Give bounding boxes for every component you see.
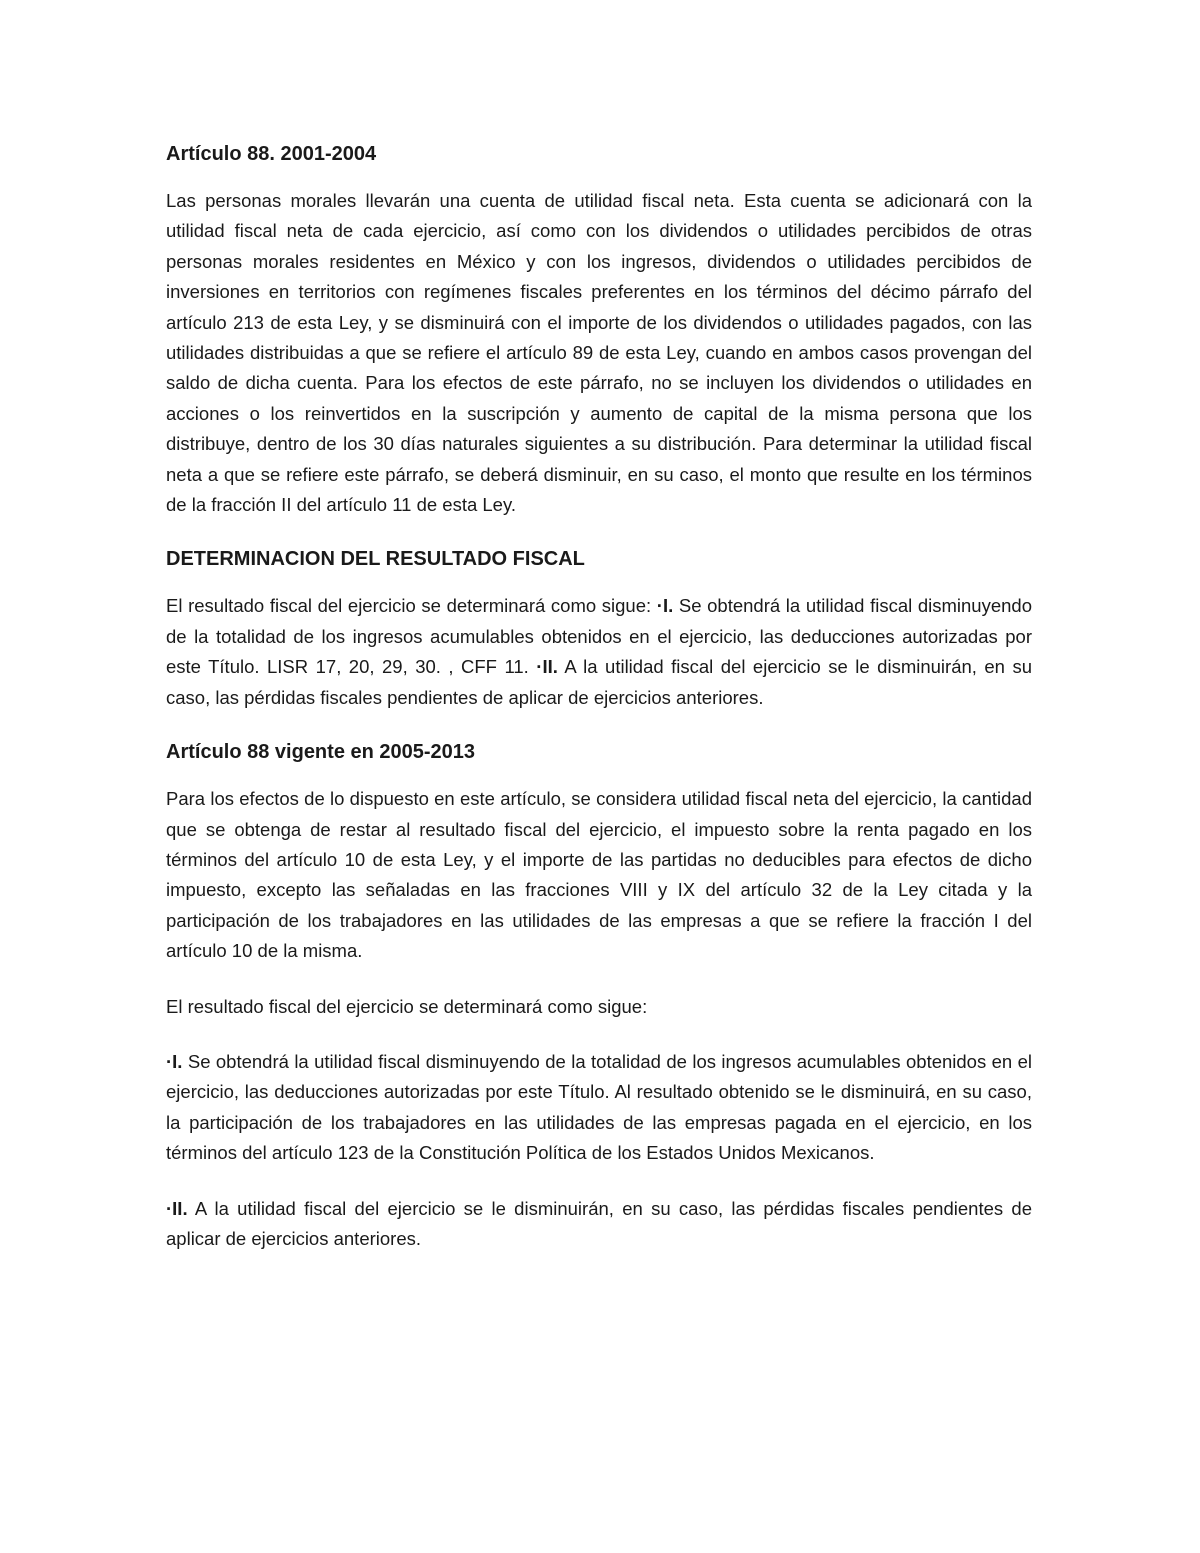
document-page <box>166 140 1032 1254</box>
fraction-marker-ii: ·II. <box>536 656 558 678</box>
paragraph-text: Se obtendrá la utilidad fiscal disminuyendo de la totalidad de los ingresos acumulables obtenidos en el ejercicio, las deducciones autorizadas por este Título. Al resultado obtenido se le disminuirá, en su caso, la participación de los trabajadores en las utilidades de las empresas pagada en el ejercicio, en los términos del artículo 123 de la Constitución Política de los Estados Unidos Mexicanos. <box>166 1050 1032 1164</box>
paragraph-text: A la utilidad fiscal del ejercicio se le disminuirán, en su caso, las pérdidas fiscales pendientes de aplicar de ejercicios anteriores. <box>166 656 1032 708</box>
fraction-marker-ii: ·II. <box>166 1197 188 1219</box>
paragraph-fraccion-i <box>166 1047 1032 1169</box>
fraction-marker-i: ·I. <box>656 595 674 617</box>
paragraph-cuenta-utilidad-fiscal-neta: Las personas morales llevarán una cuenta de utilidad fiscal neta. Esta cuenta se adicionará con la utilidad fiscal neta de cada ejercicio, así como con los dividendos o utilidades percibidos de otras personas morales residentes en México y con los ingresos, dividendos o utilidades percibidos de inversiones en territorios con regímenes fiscales preferentes en los términos del décimo párrafo del artículo 213 de esta Ley, y se disminuirá con el importe de los dividendos o utilidades pagados, con las utilidades distribuidas a que se refiere el artículo 89 de esta Ley, cuando en ambos casos provengan del saldo de dicha cuenta. Para los efectos de este párrafo, no se incluyen los dividendos o utilidades en acciones o los reinvertidos en la suscripción y aumento de capital de la misma persona que los distribuye, dentro de los 30 días naturales siguientes a su distribución. Para determinar la utilidad fiscal neta a que se refiere este párrafo, se deberá disminuir, en su caso, el monto que resulte en los términos de la fracción II del artículo 11 de esta Ley. <box>166 190 1032 516</box>
paragraph-text: Se obtendrá la utilidad fiscal disminuyendo de la totalidad de los ingresos acumulables obtenidos en el ejercicio, las deducciones autorizadas por este Título. LISR 17, 20, 29, 30. , CFF 11. <box>166 595 1032 678</box>
paragraph-fraccion-ii <box>166 1194 1032 1255</box>
heading-articulo-88-2001-2004: Artículo 88. 2001-2004 <box>166 143 377 165</box>
paragraph-text: A la utilidad fiscal del ejercicio se le disminuirán, en su caso, las pérdidas fiscales pendientes de aplicar de ejercicios anteriores. <box>166 1197 1032 1249</box>
heading-articulo-88-2005-2013: Artículo 88 vigente en 2005-2013 <box>166 741 476 764</box>
paragraph-utilidad-fiscal-neta-ejercicio: Para los efectos de lo dispuesto en este artículo, se considera utilidad fiscal neta del ejercicio, la cantidad que se obtenga de restar al resultado fiscal del ejercicio, el impuesto sobre la renta pagado en los términos del artículo 10 de esta Ley, y el importe de las partidas no deducibles para efectos de dicho impuesto, excepto las señaladas en las fracciones VIII y IX del artículo 32 de la Ley citada y la participación de los trabajadores en las utilidades de las empresas a que se refiere la fracción I del artículo 10 de la misma. <box>166 788 1032 962</box>
heading-determinacion-resultado-fiscal: DETERMINACION DEL RESULTADO FISCAL <box>166 548 585 571</box>
paragraph-resultado-fiscal-intro: El resultado fiscal del ejercicio se determinará como sigue: <box>166 995 648 1017</box>
paragraph-text: El resultado fiscal del ejercicio se determinará como sigue: <box>166 595 657 617</box>
fraction-marker-i: ·I. <box>166 1050 183 1072</box>
paragraph-resultado-fiscal-2001 <box>166 591 1032 713</box>
